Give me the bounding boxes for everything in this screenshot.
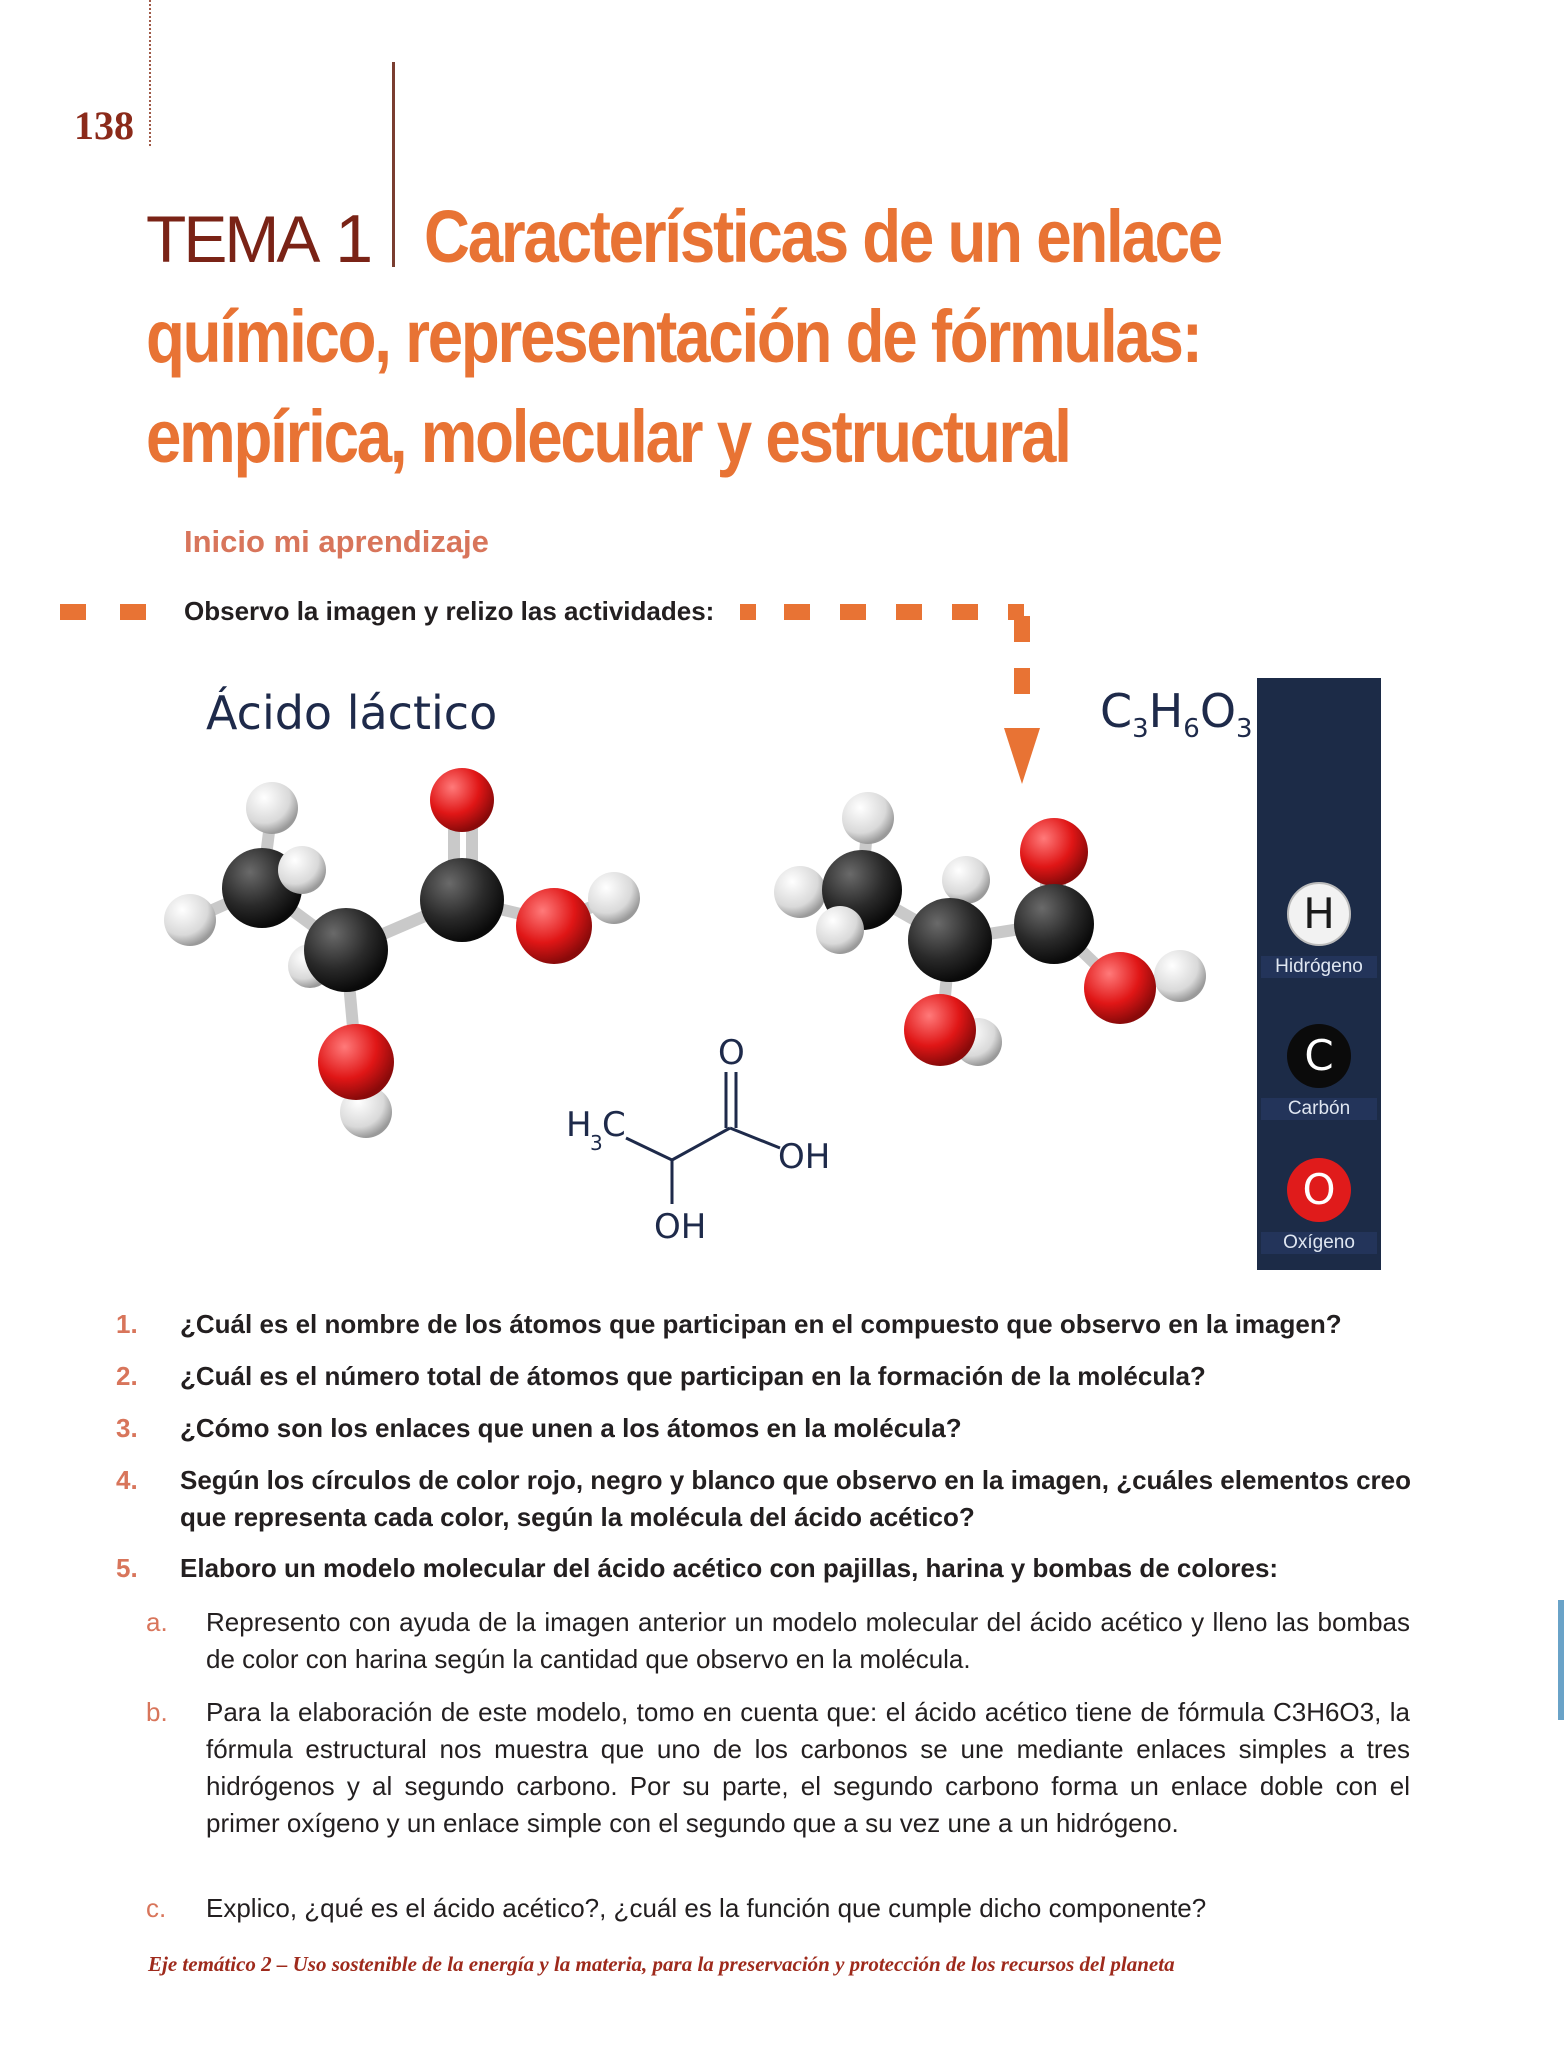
question-number: 1. — [116, 1309, 138, 1339]
molecular-formula: $C_3H_6O_3$ — [1100, 684, 1253, 744]
hydrogen-atom — [278, 846, 326, 894]
hydrogen-icon: H — [1287, 882, 1351, 946]
carbon-atom — [420, 858, 504, 942]
title-line-1: Características de un enlace — [424, 195, 1221, 278]
molecule-name: Ácido láctico — [206, 686, 498, 740]
question-text: ¿Cómo son los enlaces que unen a los átomos en la molécula? — [180, 1413, 962, 1443]
topic-word: TEMA — [146, 202, 318, 276]
oxygen-atom — [904, 994, 976, 1066]
hydrogen-atom — [246, 782, 298, 834]
question-item — [116, 1410, 1420, 1447]
footer-axis-text: Eje temático 2 – Uso sostenible de la energía y la materia, para la preservación y protección de los recursos del planeta — [148, 1952, 1175, 1976]
oxygen-icon: O — [1287, 1158, 1351, 1222]
structural-oh-label: OH — [654, 1207, 707, 1247]
oxygen-atom — [1084, 952, 1156, 1024]
question-item — [116, 1550, 1420, 1587]
connector-arrowhead — [1004, 728, 1040, 784]
question-number: 4. — [116, 1465, 138, 1495]
legend-label: Hidrógeno — [1275, 956, 1363, 977]
question-text: Según los círculos de color rojo, negro y blanco que observo en la imagen, ¿cuáles elementos creo que representa cada color, según la molécula del ácido acético? — [180, 1465, 1412, 1532]
legend-label: Carbón — [1287, 1098, 1351, 1119]
hydrogen-atom — [842, 792, 894, 844]
question-text: Elaboro un modelo molecular del ácido acético con pajillas, harina y bombas de colores: — [180, 1553, 1279, 1583]
structural-c-label: C — [602, 1105, 626, 1145]
ball-and-stick-model-left — [164, 768, 640, 1138]
carbon-icon: C — [1287, 1024, 1351, 1088]
instruction-text: Observo la imagen y relizo las actividades: — [184, 596, 715, 626]
hydrogen-atom — [1154, 950, 1206, 1002]
structural-formula — [566, 1033, 830, 1247]
hydrogen-atom — [816, 906, 864, 954]
sub-item-letter: b. — [146, 1697, 168, 1727]
hydrogen-atom — [164, 894, 216, 946]
sub-item-text: Para la elaboración de este modelo, tomo en cuenta que: el ácido acético tiene de fórmula C3H6O3, la fórmula estructural nos muestra que uno de los carbonos se une mediante enlaces simples a tres hidrógenos y al segundo carbono. Por su parte, el segundo carbono forma un enlace doble con el primer oxígeno y un enlace simple con el segundo que a su vez une a un hidrógeno. — [206, 1697, 1410, 1838]
question-text: ¿Cuál es el número total de átomos que participan en la formación de la molécula? — [180, 1361, 1206, 1391]
title-line-3: empírica, molecular y estructural — [146, 395, 1070, 478]
oxygen-atom — [318, 1024, 394, 1100]
sub-item — [146, 1604, 1410, 1678]
carbon-atom — [908, 898, 992, 982]
question-number: 5. — [116, 1553, 138, 1583]
structural-oh-label: OH — [778, 1137, 831, 1177]
sub-item — [146, 1694, 1410, 1842]
carbon-atom — [304, 908, 388, 992]
page-edge-mark — [1558, 1600, 1564, 1720]
page-number: 138 — [74, 103, 134, 148]
hydrogen-atom — [942, 856, 990, 904]
carbon-atom — [1014, 884, 1094, 964]
sub-item-text: Explico, ¿qué es el ácido acético?, ¿cuál es la función que cumple dicho componente? — [206, 1893, 1207, 1923]
oxygen-atom — [516, 888, 592, 964]
sub-item-letter: a. — [146, 1607, 168, 1637]
legend-label: Oxígeno — [1283, 1232, 1355, 1253]
sub-item — [146, 1890, 1410, 1927]
question-item — [116, 1358, 1420, 1395]
title-line-2: químico, representación de fórmulas: — [146, 295, 1201, 378]
question-number: 3. — [116, 1413, 138, 1443]
question-number: 2. — [116, 1361, 138, 1391]
structural-o-label: O — [718, 1033, 745, 1073]
section-subheading: Inicio mi aprendizaje — [184, 524, 489, 559]
structural-h-label: H — [566, 1105, 592, 1145]
hydrogen-atom — [774, 866, 826, 918]
question-item — [116, 1306, 1420, 1343]
atom-legend — [1257, 678, 1381, 1270]
question-item — [116, 1462, 1420, 1536]
oxygen-atom — [1020, 818, 1088, 886]
sub-item-text: Represento con ayuda de la imagen anterior un modelo molecular del ácido acético y lleno las bombas de color con harina según la cantidad que observo en la molécula. — [206, 1607, 1410, 1674]
oxygen-atom — [430, 768, 494, 832]
sub-item-letter: c. — [146, 1893, 167, 1923]
ball-and-stick-model-right — [774, 792, 1206, 1066]
hydrogen-atom — [588, 872, 640, 924]
structural-subscript: 3 — [590, 1131, 603, 1155]
question-text: ¿Cuál es el nombre de los átomos que participan en el compuesto que observo en la imagen? — [180, 1309, 1342, 1339]
topic-number: 1 — [335, 201, 373, 277]
